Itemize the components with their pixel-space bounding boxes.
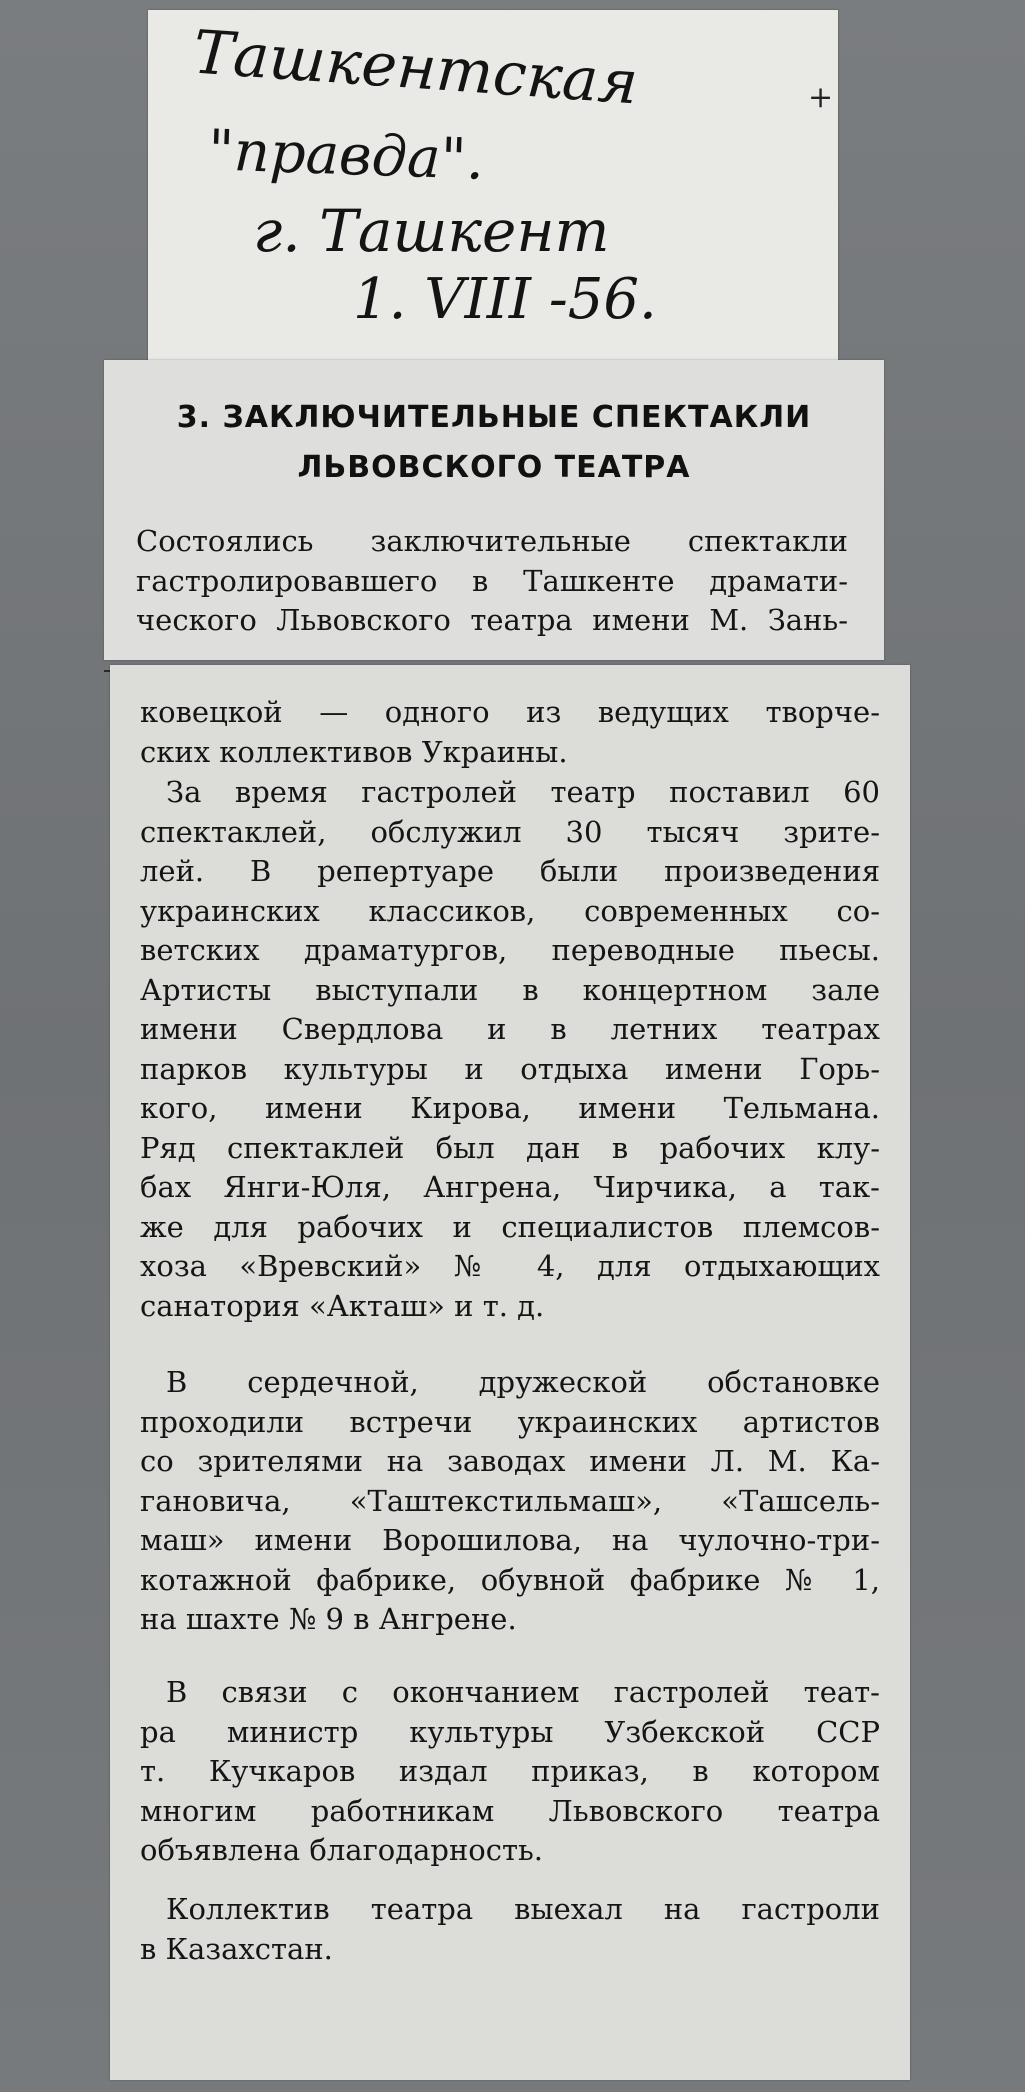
text-line: же для рабочих и специалистов племсов-	[140, 1209, 880, 1244]
text-line: т. Кучкаров издал приказ, в котором	[140, 1754, 880, 1788]
text-line: бах Янги-Юля, Ангрена, Чирчика, а так-	[140, 1170, 880, 1204]
text-line: имени Свердлова и в летних театрах	[140, 1012, 880, 1046]
text-line: спектаклей, обслужил 30 тысяч зрите-	[140, 814, 880, 849]
text-line: проходили встречи украинских артистов	[140, 1404, 880, 1439]
text-line: в Казахстан.	[140, 1931, 333, 1966]
text-line: лей. В репертуаре были произведения	[140, 854, 880, 888]
text-line: ских коллективов Украины.	[140, 734, 568, 769]
text-line: объявлена благодарность.	[140, 1833, 544, 1867]
article-continuation	[140, 693, 880, 772]
handwritten-city: г. Ташкент	[253, 197, 610, 265]
handwritten-mark: +	[808, 80, 834, 115]
text-line: парков культуры и отдыха имени Горь-	[140, 1051, 880, 1086]
text-line: Коллектив театра выехал на гастроли	[166, 1892, 880, 1926]
article-paragraph-5	[140, 1890, 880, 1969]
text-line: ческого Львовского театра имени М. Зань-	[136, 603, 848, 637]
text-line: Артисты выступали в концертном зале	[140, 972, 880, 1007]
text-line: ра министр культуры Узбекской ССР	[140, 1714, 880, 1749]
text-line: В связи с окончанием гастролей теат-	[166, 1675, 880, 1709]
text-line: Состоялись заключительные спектакли	[136, 524, 848, 558]
text-line: маш» имени Ворошилова, на чулочно-три-	[140, 1523, 880, 1557]
article-headline-line-2: ЛЬВОВСКОГО ТЕАТРА	[297, 450, 691, 485]
text-line: котажной фабрике, обувной фабрике № 1,	[140, 1562, 880, 1597]
handwritten-newspaper-name-2: "правда".	[206, 118, 486, 193]
handwritten-label-slip	[148, 10, 838, 362]
text-line: хоза «Вревский» № 4, для отдыхающих	[140, 1249, 880, 1283]
text-line: на шахте № 9 в Ангрене.	[140, 1602, 517, 1636]
text-line: со зрителями на заводах имени Л. М. Ка-	[140, 1444, 880, 1478]
article-lead-paragraph	[136, 522, 848, 641]
text-line: В сердечной, дружеской обстановке	[166, 1365, 880, 1399]
text-line: За время гастролей театр поставил 60	[166, 775, 880, 809]
article-headline-line-1: 3. ЗАКЛЮЧИТЕЛЬНЫЕ СПЕКТАКЛИ	[176, 400, 812, 435]
newspaper-clipping-body	[110, 665, 910, 2080]
text-line: многим работникам Львовского театра	[140, 1793, 880, 1828]
article-paragraph-3	[140, 1363, 880, 1640]
text-line: гастролировавшего в Ташкенте драмати-	[136, 563, 848, 598]
text-line: кого, имени Кирова, имени Тельмана.	[140, 1091, 880, 1125]
newspaper-clipping-top	[104, 360, 884, 660]
text-line: украинских классиков, современных со-	[140, 893, 880, 928]
text-line: ковецкой — одного из ведущих творче-	[140, 695, 880, 729]
text-line: санатория «Акташ» и т. д.	[140, 1288, 545, 1323]
text-line: гановича, «Таштекстильмаш», «Ташсель-	[140, 1483, 880, 1518]
handwritten-newspaper-name: Ташкентская	[191, 17, 641, 119]
text-line: Ряд спектаклей был дан в рабочих клу-	[140, 1130, 880, 1165]
article-paragraph-2	[140, 773, 880, 1326]
text-line: ветских драматургов, переводные пьесы.	[140, 933, 880, 967]
handwritten-date: 1. VIII -56.	[353, 267, 657, 332]
article-paragraph-4	[140, 1673, 880, 1871]
